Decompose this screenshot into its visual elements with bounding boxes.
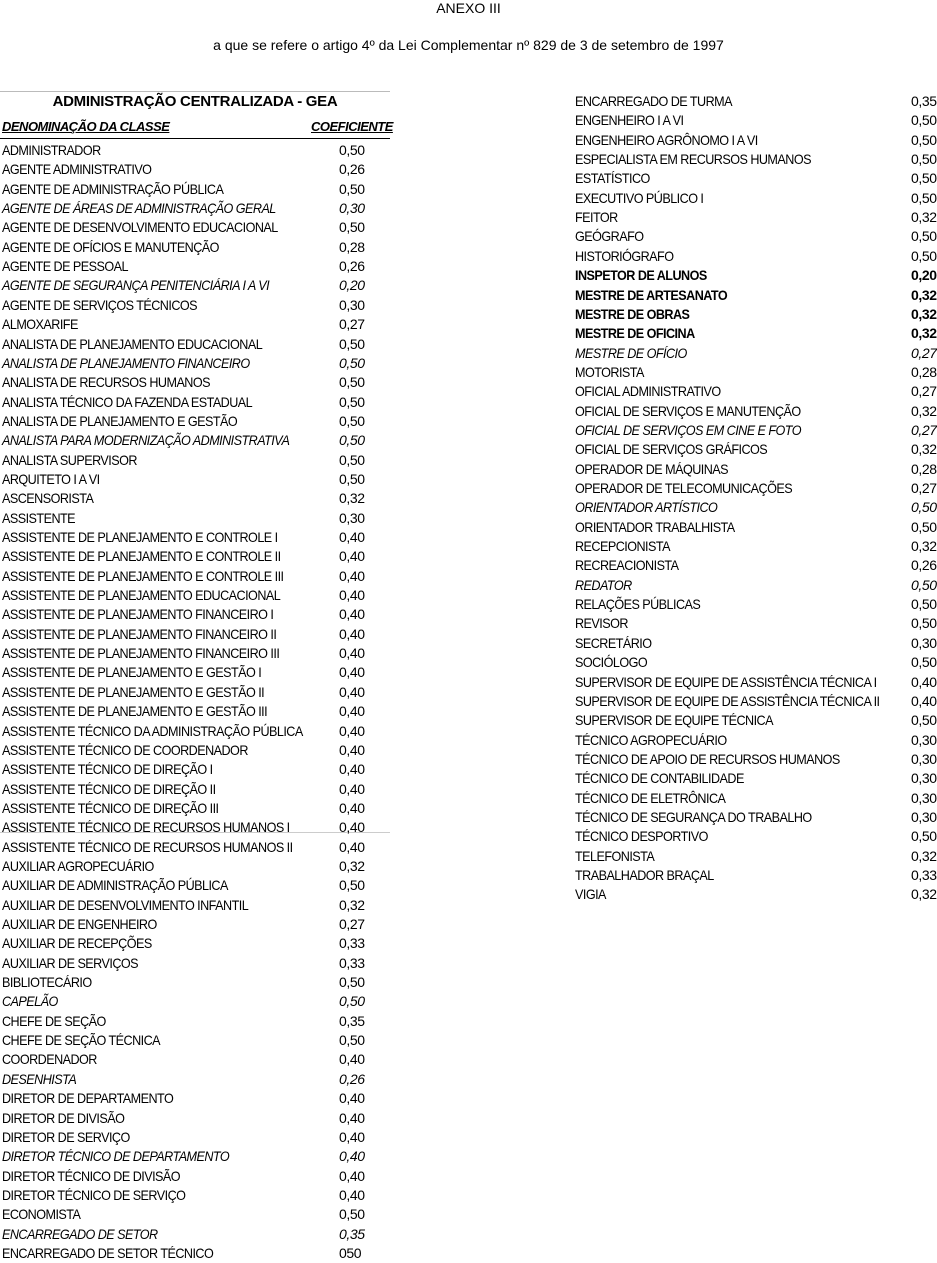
coefficient-value: 0,32 bbox=[339, 896, 365, 913]
coefficient-value: 0,40 bbox=[339, 664, 365, 681]
class-name: MESTRE DE OBRAS bbox=[575, 305, 690, 322]
coefficient-value: 0,32 bbox=[911, 305, 937, 322]
coefficient-value: 0,50 bbox=[339, 142, 365, 158]
class-name: EXECUTIVO PÚBLICO I bbox=[575, 189, 704, 206]
coefficient-value: 0,50 bbox=[339, 432, 365, 449]
class-name: MESTRE DE ARTESANATO bbox=[575, 286, 728, 303]
class-name: ANALISTA PARA MODERNIZAÇÃO ADMINISTRATIVA bbox=[2, 432, 290, 449]
coefficient-value: 0,40 bbox=[339, 606, 365, 623]
class-name: ASSISTENTE DE PLANEJAMENTO E CONTROLE I bbox=[2, 529, 278, 545]
class-name: CHEFE DE SEÇÃO bbox=[2, 1012, 106, 1029]
class-name: ASCENSORISTA bbox=[2, 490, 94, 507]
class-name: ANALISTA DE PLANEJAMENTO FINANCEIRO bbox=[2, 354, 250, 371]
class-name: DIRETOR DE DIVISÃO bbox=[2, 1109, 125, 1126]
class-name: TÉCNICO DE ELETRÔNICA bbox=[575, 789, 726, 806]
class-name: AUXILIAR DE ENGENHEIRO bbox=[2, 916, 157, 932]
class-name: ANALISTA TÉCNICO DA FAZENDA ESTADUAL bbox=[2, 393, 253, 410]
class-name: TELEFONISTA bbox=[575, 847, 655, 864]
class-name: ASSISTENTE TÉCNICO DA ADMINISTRAÇÃO PÚBLICA bbox=[2, 722, 303, 739]
coefficient-value: 0,27 bbox=[911, 421, 937, 438]
class-name: OPERADOR DE TELECOMUNICAÇÕES bbox=[575, 480, 793, 496]
class-name: DIRETOR TÉCNICO DE DIVISÃO bbox=[2, 1167, 181, 1184]
class-name: ANALISTA DE PLANEJAMENTO EDUCACIONAL bbox=[2, 335, 263, 352]
coefficient-value: 0,27 bbox=[911, 344, 937, 361]
class-name: ENGENHEIRO I A VI bbox=[575, 112, 684, 129]
coefficient-value: 0,30 bbox=[911, 731, 937, 748]
coefficient-value: 0,50 bbox=[911, 189, 937, 206]
class-name: SECRETÁRIO bbox=[575, 634, 652, 651]
class-name: TÉCNICO DE SEGURANÇA DO TRABALHO bbox=[575, 808, 812, 825]
annex-reference: a que se refere o artigo 4º da Lei Complementar nº 829 de 3 de setembro de 1997 bbox=[213, 37, 724, 53]
class-name: ASSISTENTE DE PLANEJAMENTO E GESTÃO II bbox=[2, 683, 265, 700]
coefficient-value: 0,50 bbox=[911, 170, 937, 187]
coefficient-value: 0,35 bbox=[339, 1012, 365, 1029]
class-name: DIRETOR TÉCNICO DE SERVIÇO bbox=[2, 1186, 186, 1203]
class-name: DIRETOR DE DEPARTAMENTO bbox=[2, 1090, 174, 1107]
class-name: AGENTE DE SEGURANÇA PENITENCIÁRIA I A VI bbox=[2, 277, 270, 294]
class-name: AUXILIAR DE ADMINISTRAÇÃO PÚBLICA bbox=[2, 877, 228, 894]
class-name: TÉCNICO DESPORTIVO bbox=[575, 828, 708, 845]
coefficient-value: 050 bbox=[339, 1244, 362, 1261]
class-name: ASSISTENTE TÉCNICO DE DIREÇÃO III bbox=[2, 799, 219, 816]
class-name: ASSISTENTE TÉCNICO DE DIREÇÃO I bbox=[2, 761, 213, 778]
coefficient-value: 0,40 bbox=[339, 703, 365, 720]
coefficient-value: 0,35 bbox=[911, 93, 937, 109]
class-name: ASSISTENTE DE PLANEJAMENTO FINANCEIRO I bbox=[2, 606, 274, 623]
coefficient-value: 0,50 bbox=[911, 228, 937, 245]
class-name: AGENTE DE DESENVOLVIMENTO EDUCACIONAL bbox=[2, 219, 278, 236]
class-name: AGENTE DE ADMINISTRAÇÃO PÚBLICA bbox=[2, 180, 224, 197]
title-rule bbox=[0, 91, 390, 92]
coefficient-value: 0,32 bbox=[911, 886, 937, 903]
class-name: AUXILIAR DE SERVIÇOS bbox=[2, 954, 139, 971]
class-name: AGENTE ADMINISTRATIVO bbox=[2, 161, 152, 178]
coefficient-value: 0,40 bbox=[339, 780, 365, 797]
coefficient-value: 0,27 bbox=[339, 316, 365, 333]
coefficient-value: 0,50 bbox=[339, 1032, 365, 1049]
coefficient-value: 0,50 bbox=[911, 596, 937, 613]
coefficient-value: 0,26 bbox=[911, 557, 937, 574]
coefficient-value: 0,50 bbox=[911, 112, 937, 129]
class-name: ENCARREGADO DE TURMA bbox=[575, 93, 732, 109]
class-name: DIRETOR TÉCNICO DE DEPARTAMENTO bbox=[2, 1148, 230, 1165]
coefficient-value: 0,50 bbox=[339, 180, 365, 197]
class-name: ESTATÍSTICO bbox=[575, 170, 650, 187]
coefficient-value: 0,30 bbox=[911, 770, 937, 787]
coefficient-value: 0,26 bbox=[339, 1070, 365, 1087]
coefficient-value: 0,50 bbox=[911, 518, 937, 535]
coefficient-value: 0,40 bbox=[339, 838, 365, 855]
coefficient-value: 0,50 bbox=[911, 576, 937, 593]
coefficient-value: 0,50 bbox=[911, 654, 937, 671]
coefficient-value: 0,40 bbox=[339, 722, 365, 739]
coefficient-value: 0,50 bbox=[911, 828, 937, 845]
coefficient-value: 0,40 bbox=[339, 625, 365, 642]
coefficient-value: 0,50 bbox=[339, 412, 365, 429]
class-name: COORDENADOR bbox=[2, 1051, 97, 1068]
class-name: ASSISTENTE DE PLANEJAMENTO E GESTÃO III bbox=[2, 703, 268, 720]
coefficient-value: 0,40 bbox=[339, 819, 365, 836]
class-name: ASSISTENTE DE PLANEJAMENTO E CONTROLE III bbox=[2, 567, 284, 584]
annex-title: ANEXO III bbox=[436, 0, 501, 16]
class-name: ORIENTADOR TRABALHISTA bbox=[575, 518, 735, 535]
coefficient-value: 0,50 bbox=[339, 335, 365, 352]
coefficient-value: 0,28 bbox=[911, 460, 937, 477]
class-name: ESPECIALISTA EM RECURSOS HUMANOS bbox=[575, 151, 811, 168]
coefficient-value: 0,50 bbox=[911, 712, 937, 729]
coefficient-value: 0,40 bbox=[911, 692, 937, 709]
class-name: RECREACIONISTA bbox=[575, 557, 679, 574]
class-name: TÉCNICO DE CONTABILIDADE bbox=[575, 770, 744, 787]
coefficient-value: 0,50 bbox=[911, 247, 937, 264]
coefficient-value: 0,40 bbox=[339, 548, 365, 565]
coefficient-value: 0,40 bbox=[339, 645, 365, 662]
coefficient-value: 0,32 bbox=[911, 209, 937, 226]
class-name: ASSISTENTE DE PLANEJAMENTO EDUCACIONAL bbox=[2, 587, 281, 604]
coefficient-value: 0,40 bbox=[339, 1090, 365, 1107]
class-name: OFICIAL DE SERVIÇOS E MANUTENÇÃO bbox=[575, 402, 801, 419]
coefficient-value: 0,27 bbox=[911, 383, 937, 400]
class-name: ARQUITETO I A VI bbox=[2, 470, 100, 487]
coefficient-value: 0,50 bbox=[339, 1206, 365, 1223]
coefficient-value: 0,40 bbox=[339, 1186, 365, 1203]
class-name: ASSISTENTE DE PLANEJAMENTO FINANCEIRO III bbox=[2, 645, 280, 662]
class-name: REDATOR bbox=[575, 576, 632, 593]
class-name: AUXILIAR DE RECEPÇÕES bbox=[2, 935, 152, 952]
class-name: GEÓGRAFO bbox=[575, 228, 644, 245]
coefficient-value: 0,30 bbox=[339, 296, 365, 313]
class-name: MESTRE DE OFICINA bbox=[575, 325, 695, 342]
coefficient-value: 0,40 bbox=[339, 1051, 365, 1068]
class-name: SUPERVISOR DE EQUIPE DE ASSISTÊNCIA TÉCNICA II bbox=[575, 692, 880, 709]
class-name: FEITOR bbox=[575, 209, 618, 226]
class-name: ENGENHEIRO AGRÔNOMO I A VI bbox=[575, 131, 758, 148]
class-name: SOCIÓLOGO bbox=[575, 654, 648, 671]
class-name: ASSISTENTE DE PLANEJAMENTO FINANCEIRO II bbox=[2, 625, 277, 642]
coefficient-value: 0,32 bbox=[911, 402, 937, 419]
coefficient-value: 0,30 bbox=[339, 509, 365, 526]
coefficient-value: 0,50 bbox=[339, 877, 365, 894]
coefficient-value: 0,50 bbox=[911, 615, 937, 632]
coefficient-value: 0,50 bbox=[339, 354, 365, 371]
class-name: CHEFE DE SEÇÃO TÉCNICA bbox=[2, 1032, 161, 1049]
coefficient-value: 0,50 bbox=[911, 151, 937, 168]
column-header-coefficient: COEFICIENTE bbox=[311, 119, 393, 134]
class-name: ALMOXARIFE bbox=[2, 316, 78, 333]
class-name: AUXILIAR DE DESENVOLVIMENTO INFANTIL bbox=[2, 896, 249, 913]
coefficient-value: 0,32 bbox=[911, 286, 937, 303]
class-name: DIRETOR DE SERVIÇO bbox=[2, 1128, 130, 1145]
class-name: ENCARREGADO DE SETOR TÉCNICO bbox=[2, 1244, 214, 1261]
coefficient-value: 0,32 bbox=[339, 857, 365, 874]
coefficient-value: 0,30 bbox=[911, 808, 937, 825]
coefficient-value: 0,40 bbox=[339, 1128, 365, 1145]
class-name: OPERADOR DE MÁQUINAS bbox=[575, 460, 729, 477]
class-name: HISTORIÓGRAFO bbox=[575, 247, 674, 264]
class-name: AGENTE DE SERVIÇOS TÉCNICOS bbox=[2, 296, 198, 313]
coefficient-value: 0,33 bbox=[339, 935, 365, 952]
coefficient-value: 0,50 bbox=[339, 470, 365, 487]
coefficient-value: 0,40 bbox=[339, 799, 365, 816]
coefficient-value: 0,30 bbox=[911, 789, 937, 806]
coefficient-value: 0,30 bbox=[339, 200, 365, 217]
coefficient-value: 0,50 bbox=[339, 974, 365, 991]
class-name: CAPELÃO bbox=[2, 993, 58, 1010]
coefficient-value: 0,26 bbox=[339, 161, 365, 178]
class-name: RELAÇÕES PÚBLICAS bbox=[575, 596, 701, 613]
coefficient-value: 0,30 bbox=[911, 750, 937, 767]
coefficient-value: 0,28 bbox=[339, 238, 365, 255]
class-name: ASSISTENTE DE PLANEJAMENTO E GESTÃO I bbox=[2, 664, 262, 681]
coefficient-value: 0,50 bbox=[911, 131, 937, 148]
coefficient-value: 0,50 bbox=[339, 993, 365, 1010]
class-name: ASSISTENTE TÉCNICO DE RECURSOS HUMANOS II bbox=[2, 838, 293, 855]
coefficient-value: 0,50 bbox=[339, 451, 365, 468]
class-name: SUPERVISOR DE EQUIPE TÉCNICA bbox=[575, 712, 773, 729]
class-name: REVISOR bbox=[575, 615, 628, 632]
coefficient-value: 0,32 bbox=[911, 325, 937, 342]
coefficient-value: 0,40 bbox=[339, 567, 365, 584]
class-name: ANALISTA DE RECURSOS HUMANOS bbox=[2, 374, 210, 391]
class-name: OFICIAL DE SERVIÇOS EM CINE E FOTO bbox=[575, 421, 801, 438]
class-name: SUPERVISOR DE EQUIPE DE ASSISTÊNCIA TÉCNICA I bbox=[575, 673, 877, 690]
class-name: MESTRE DE OFÍCIO bbox=[575, 344, 687, 361]
coefficient-value: 0,32 bbox=[911, 441, 937, 458]
coefficient-value: 0,40 bbox=[339, 1148, 365, 1165]
class-name: ASSISTENTE TÉCNICO DE COORDENADOR bbox=[2, 741, 248, 758]
column-header-name: DENOMINAÇÃO DA CLASSE bbox=[2, 119, 170, 134]
coefficient-value: 0,40 bbox=[339, 1167, 365, 1184]
coefficient-value: 0,27 bbox=[911, 480, 937, 496]
class-name: ENCARREGADO DE SETOR bbox=[2, 1225, 158, 1242]
coefficient-value: 0,40 bbox=[339, 741, 365, 758]
coefficient-value: 0,32 bbox=[911, 538, 937, 555]
coefficient-value: 0,50 bbox=[911, 499, 937, 516]
class-name: AGENTE DE OFÍCIOS E MANUTENÇÃO bbox=[2, 238, 219, 255]
class-name: ECONOMISTA bbox=[2, 1206, 81, 1223]
coefficient-value: 0,20 bbox=[911, 267, 937, 284]
coefficient-value: 0,32 bbox=[339, 490, 365, 507]
class-name: ASSISTENTE bbox=[2, 509, 76, 526]
coefficient-value: 0,50 bbox=[339, 374, 365, 391]
coefficient-value: 0,40 bbox=[911, 673, 937, 690]
coefficient-value: 0,32 bbox=[911, 847, 937, 864]
class-name: INSPETOR DE ALUNOS bbox=[575, 267, 707, 284]
coefficient-value: 0,27 bbox=[339, 916, 365, 932]
class-name: AUXILIAR AGROPECUÁRIO bbox=[2, 857, 154, 874]
class-name: AGENTE DE ÁREAS DE ADMINISTRAÇÃO GERAL bbox=[2, 200, 276, 217]
class-name: ASSISTENTE TÉCNICO DE RECURSOS HUMANOS I bbox=[2, 819, 290, 836]
class-name: ORIENTADOR ARTÍSTICO bbox=[575, 499, 718, 516]
class-name: MOTORISTA bbox=[575, 363, 644, 380]
class-name: ASSISTENTE DE PLANEJAMENTO E CONTROLE II bbox=[2, 548, 281, 565]
class-name: DESENHISTA bbox=[2, 1070, 77, 1087]
coefficient-value: 0,50 bbox=[339, 393, 365, 410]
coefficient-value: 0,40 bbox=[339, 587, 365, 604]
class-name: ADMINISTRADOR bbox=[2, 142, 101, 158]
class-name: ANALISTA SUPERVISOR bbox=[2, 451, 137, 468]
coefficient-value: 0,33 bbox=[911, 867, 937, 883]
header-rule bbox=[0, 138, 390, 139]
coefficient-value: 0,50 bbox=[339, 219, 365, 236]
coefficient-value: 0,28 bbox=[911, 363, 937, 380]
class-name: BIBLIOTECÁRIO bbox=[2, 974, 92, 991]
coefficient-value: 0,26 bbox=[339, 258, 365, 275]
coefficient-value: 0,40 bbox=[339, 1109, 365, 1126]
class-name: VIGIA bbox=[575, 886, 606, 903]
class-name: TÉCNICO DE APOIO DE RECURSOS HUMANOS bbox=[575, 750, 840, 767]
coefficient-value: 0,35 bbox=[339, 1225, 365, 1242]
table-title: ADMINISTRAÇÃO CENTRALIZADA - GEA bbox=[52, 93, 338, 110]
coefficient-value: 0,20 bbox=[339, 277, 365, 294]
coefficient-value: 0,33 bbox=[339, 954, 365, 971]
coefficient-value: 0,40 bbox=[339, 529, 365, 545]
class-name: OFICIAL DE SERVIÇOS GRÁFICOS bbox=[575, 441, 768, 458]
class-name: RECEPCIONISTA bbox=[575, 538, 670, 555]
coefficient-value: 0,40 bbox=[339, 683, 365, 700]
class-name: TRABALHADOR BRAÇAL bbox=[575, 867, 714, 883]
class-name: ANALISTA DE PLANEJAMENTO E GESTÃO bbox=[2, 412, 238, 429]
class-name: TÉCNICO AGROPECUÁRIO bbox=[575, 731, 727, 748]
coefficient-value: 0,30 bbox=[911, 634, 937, 651]
coefficient-value: 0,40 bbox=[339, 761, 365, 778]
class-name: ASSISTENTE TÉCNICO DE DIREÇÃO II bbox=[2, 780, 216, 797]
class-name: OFICIAL ADMINISTRATIVO bbox=[575, 383, 721, 400]
class-name: AGENTE DE PESSOAL bbox=[2, 258, 128, 275]
